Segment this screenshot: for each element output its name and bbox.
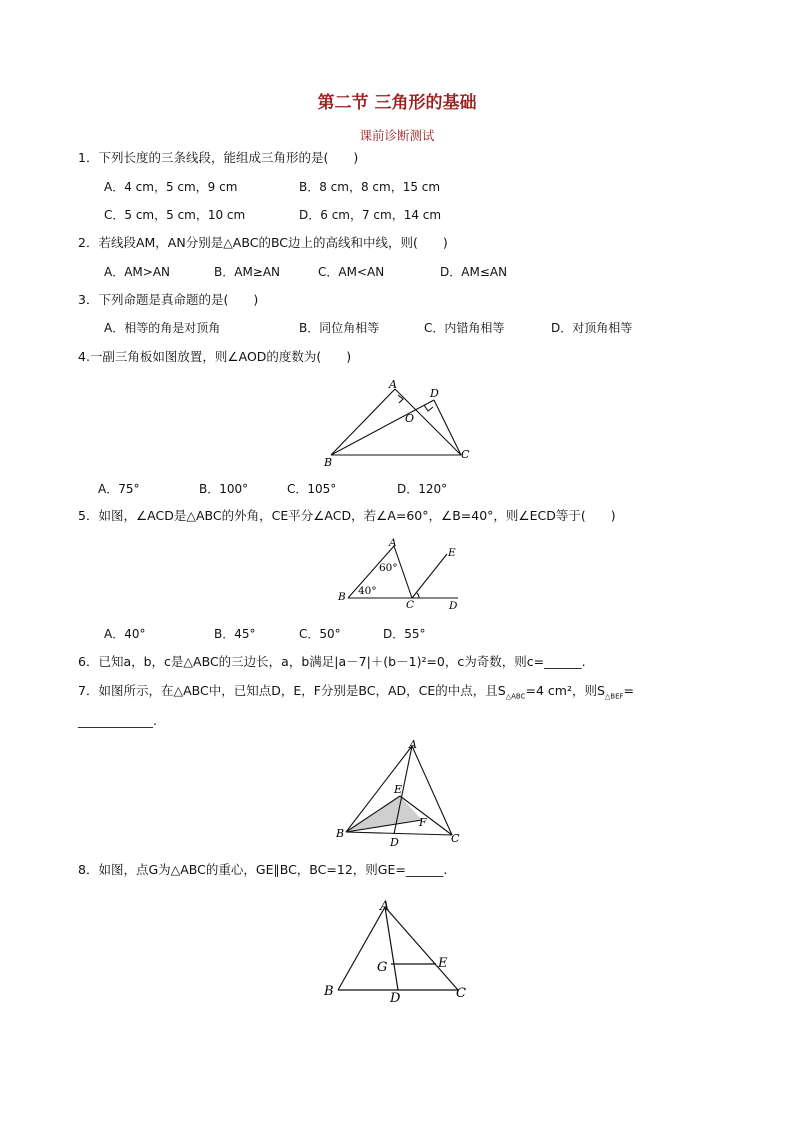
- q5-label-c: C: [406, 599, 415, 611]
- question-3-stem: 3．下列命题是真命题的是( ): [78, 292, 259, 307]
- question-5-option-b: B．45°: [214, 627, 256, 641]
- question-1-stem: 1．下列长度的三条线段，能组成三角形的是( ): [78, 150, 359, 165]
- q7-label-d: D: [390, 836, 399, 849]
- question-7-stem-end: =: [623, 683, 635, 698]
- q8-label-g: G: [377, 960, 388, 975]
- q5-angle-b-label: 40°: [358, 585, 377, 597]
- q4-label-c: C: [461, 448, 470, 461]
- question-2-option-a: A．AM>AN: [104, 265, 171, 279]
- question-7-stem: [78, 683, 634, 705]
- q8-label-d: D: [390, 991, 401, 1006]
- question-8-figure: [318, 893, 478, 1008]
- question-5-stem: 5．如图，∠ACD是△ABC的外角，CE平分∠ACD，若∠A=60°，∠B=40°，则∠ECD等于( ): [78, 508, 616, 523]
- q5-label-d: D: [449, 600, 458, 612]
- q7-label-f: F: [419, 816, 427, 829]
- question-5-figure: [330, 536, 470, 616]
- question-7-figure: [330, 736, 470, 848]
- question-3-option-a: A．相等的角是对顶角: [104, 321, 221, 335]
- question-1-option-b: B．8 cm，8 cm，15 cm: [299, 180, 441, 194]
- q7-label-a: A: [409, 738, 417, 751]
- question-7-sub-abc: △ABC: [505, 692, 526, 701]
- question-2-stem: 2．若线段AM，AN分别是△ABC的BC边上的高线和中线，则( ): [78, 235, 448, 250]
- question-7-stem-mid: =4 cm²，则S: [525, 683, 605, 698]
- question-4-option-a: A．75°: [98, 482, 140, 496]
- question-3-option-d: D．对顶角相等: [551, 321, 633, 335]
- question-5-option-d: D．55°: [383, 627, 426, 641]
- question-8-stem: 8．如图，点G为△ABC的重心，GE∥BC，BC=12，则GE=______.: [78, 862, 448, 877]
- question-4-stem: 4.一副三角板如图放置，则∠AOD的度数为( ): [78, 349, 352, 364]
- q4-label-a: A: [389, 378, 397, 391]
- q4-label-d: D: [430, 387, 439, 400]
- q7-label-b: B: [336, 827, 345, 840]
- question-1-option-d: D．6 cm，7 cm，14 cm: [299, 208, 442, 222]
- question-7-sub-bef: △BEF: [604, 692, 624, 701]
- question-3-option-c: C．内错角相等: [424, 321, 505, 335]
- question-7-stem-prefix: 7．如图所示，在△ABC中，已知点D，E，F分别是BC，AD，CE的中点，且S: [78, 683, 506, 698]
- question-5-option-c: C．50°: [299, 627, 341, 641]
- question-4-figure: [320, 376, 480, 468]
- question-6-stem: 6．已知a，b，c是△ABC的三边长，a，b满足|a－7|＋(b－1)²=0，c为奇数，则c=______.: [78, 654, 586, 669]
- question-4-option-b: B．100°: [199, 482, 249, 496]
- question-1-option-a: A．4 cm，5 cm，9 cm: [104, 180, 238, 194]
- question-2-option-d: D．AM≤AN: [440, 265, 508, 279]
- page-title: 第二节 三角形的基础: [317, 93, 477, 113]
- q5-angle-a-label: 60°: [379, 562, 398, 574]
- q4-label-o: O: [405, 412, 415, 425]
- q8-label-b: B: [324, 984, 334, 999]
- question-2-option-c: C．AM<AN: [318, 265, 385, 279]
- question-4-option-d: D．120°: [397, 482, 448, 496]
- q5-label-b: B: [338, 591, 346, 603]
- question-2-option-b: B．AM≥AN: [214, 265, 281, 279]
- question-7-answer-blank: ____________.: [78, 713, 157, 728]
- question-4-option-c: C．105°: [287, 482, 337, 496]
- q7-label-e: E: [394, 783, 403, 796]
- q8-label-e: E: [438, 956, 448, 971]
- question-5-option-a: A．40°: [104, 627, 146, 641]
- q8-label-a: A: [380, 899, 390, 914]
- q5-label-a: A: [389, 537, 397, 549]
- question-1-option-c: C．5 cm，5 cm，10 cm: [104, 208, 246, 222]
- q8-label-c: C: [456, 986, 466, 1001]
- q4-label-b: B: [324, 456, 333, 469]
- question-3-option-b: B．同位角相等: [299, 321, 380, 335]
- section-subtitle: 课前诊断测试: [359, 128, 435, 143]
- q5-label-e: E: [448, 547, 456, 559]
- q7-label-c: C: [451, 832, 460, 845]
